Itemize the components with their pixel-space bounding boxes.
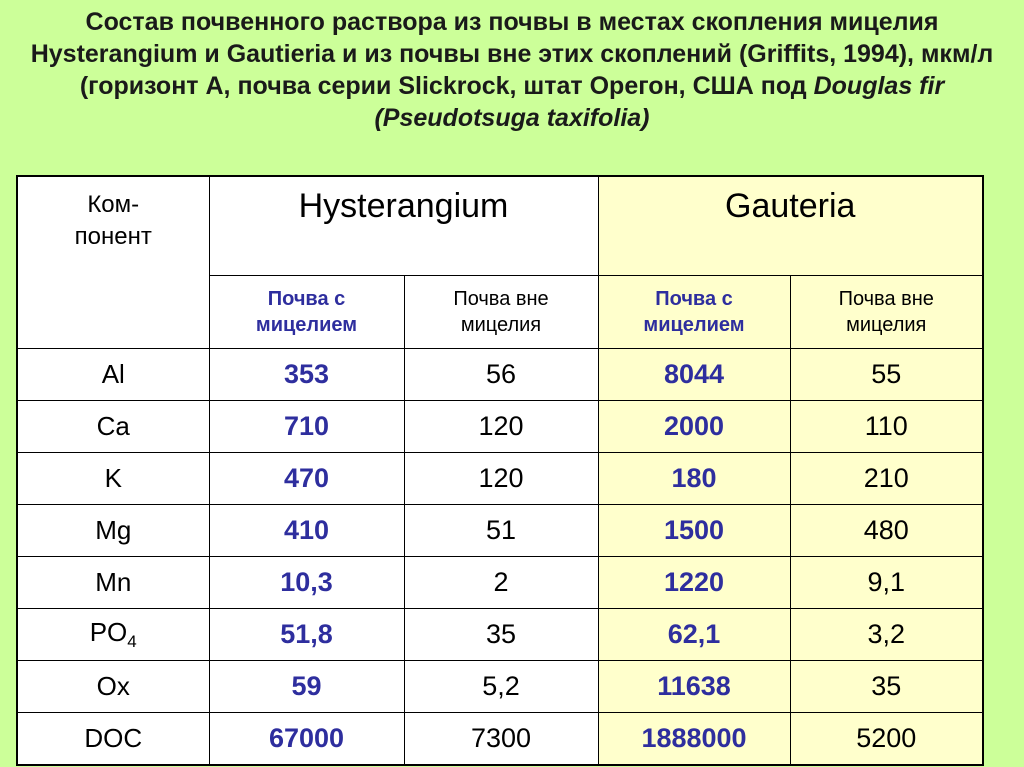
hyst-without-value: 120 (404, 453, 598, 505)
hyst-without-value: 2 (404, 557, 598, 609)
gaut-without-value: 9,1 (790, 557, 983, 609)
subheader-text: мицелием (255, 314, 358, 336)
table-row (17, 401, 983, 453)
hyst-without-value: 5,2 (404, 661, 598, 713)
gaut-without-value: 35 (790, 661, 983, 713)
gaut-with-value: 1500 (598, 505, 790, 557)
component-cell: DOC (17, 713, 209, 766)
table-row (17, 453, 983, 505)
component-cell: K (17, 453, 209, 505)
table-row (17, 609, 983, 661)
table-row (17, 349, 983, 401)
hyst-without-value: 7300 (404, 713, 598, 766)
hyst-with-value: 353 (209, 349, 404, 401)
component-header-line2: понент (74, 223, 152, 250)
hyst-without-value: 51 (404, 505, 598, 557)
table-row (17, 661, 983, 713)
component-name: PO (89, 617, 128, 647)
gaut-without-value: 5200 (790, 713, 983, 766)
hyst-with-value: 59 (209, 661, 404, 713)
gaut-with-value: 1220 (598, 557, 790, 609)
component-cell: Ox (17, 661, 209, 713)
genus-header-gauteria: Gauteria (598, 176, 983, 276)
title-text: Состав почвенного раствора из почвы в местах скопления мицелия Hysterangium и Gautieria и из почвы вне этих скоплений (Griffits, 1994), мкм/л (горизонт А, почва серии Slickrock, штат Орегон, США под (30, 8, 994, 100)
hyst-with-value: 67000 (209, 713, 404, 766)
table-row (17, 557, 983, 609)
gaut-with-value: 8044 (598, 349, 790, 401)
table-header-row (17, 176, 983, 276)
gaut-without-value: 3,2 (790, 609, 983, 661)
subheader-text: Почва с (267, 288, 346, 310)
gaut-without-value: 480 (790, 505, 983, 557)
table-row (17, 505, 983, 557)
hyst-with-value: 51,8 (209, 609, 404, 661)
gaut-with-value: 11638 (598, 661, 790, 713)
gaut-with-value: 2000 (598, 401, 790, 453)
genus-header-hysterangium: Hysterangium (209, 176, 598, 276)
gaut-with-value: 1888000 (598, 713, 790, 766)
hyst-with-value: 710 (209, 401, 404, 453)
subheader-text: мицелия (846, 314, 927, 336)
gaut-without-value: 210 (790, 453, 983, 505)
subheader-hyst-without-mycelium (404, 276, 598, 349)
component-subscript: 4 (127, 632, 137, 651)
hyst-with-value: 410 (209, 505, 404, 557)
composition-table (16, 175, 984, 766)
page-title (20, 6, 1004, 134)
gaut-with-value: 180 (598, 453, 790, 505)
subheader-text: Почва вне (453, 288, 549, 310)
component-cell: Mg (17, 505, 209, 557)
table-row (17, 713, 983, 766)
hyst-with-value: 10,3 (209, 557, 404, 609)
hyst-without-value: 56 (404, 349, 598, 401)
component-header (17, 176, 209, 349)
subheader-gaut-with-mycelium (598, 276, 790, 349)
gaut-with-value: 62,1 (598, 609, 790, 661)
title-species: Douglas fir (Pseudotsuga taxifolia) (374, 72, 945, 132)
component-header-line1: Ком- (87, 191, 140, 218)
hyst-with-value: 470 (209, 453, 404, 505)
component-cell: Mn (17, 557, 209, 609)
subheader-text: мицелием (643, 314, 745, 336)
component-cell (17, 609, 209, 661)
subheader-gaut-without-mycelium (790, 276, 983, 349)
hyst-without-value: 120 (404, 401, 598, 453)
gaut-without-value: 110 (790, 401, 983, 453)
gaut-without-value: 55 (790, 349, 983, 401)
subheader-text: Почва с (655, 288, 733, 310)
hyst-without-value: 35 (404, 609, 598, 661)
component-cell: Ca (17, 401, 209, 453)
subheader-hyst-with-mycelium (209, 276, 404, 349)
subheader-text: Почва вне (838, 288, 934, 310)
subheader-text: мицелия (460, 314, 542, 336)
component-cell: Al (17, 349, 209, 401)
